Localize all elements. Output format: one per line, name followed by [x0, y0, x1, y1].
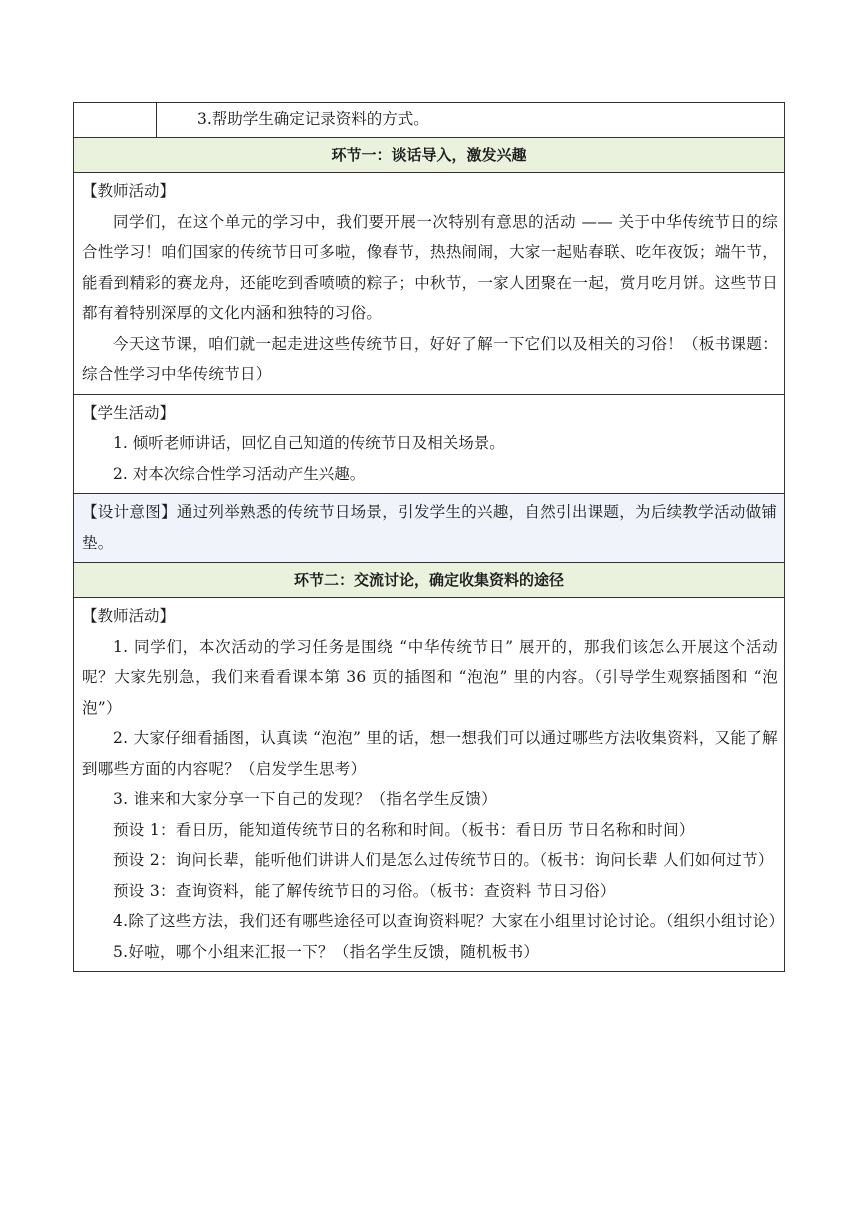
section2-teacher-paragraph: 3. 谁来和大家分享一下自己的发现？（指名学生反馈）	[113, 790, 498, 808]
intro-row	[74, 103, 785, 138]
section1-design-label: 【设计意图】	[82, 503, 177, 521]
section1-teacher-label: 【教师活动】	[82, 182, 176, 200]
intro-text: 3.帮助学生确定记录资料的方式。	[157, 103, 785, 138]
section2-preset: 预设 3：查询资料，能了解传统节日的习俗。（板书：查资料 节日习俗）	[113, 881, 616, 900]
section2-teacher-block	[74, 598, 784, 971]
section2-preset: 预设 2：询问长辈，能听他们讲讲人们是怎么过传统节日的。（板书：询问长辈 人们如何过节）	[113, 851, 774, 869]
section1-teacher-paragraph: 同学们，在这个单元的学习中，我们要开展一次特别有意思的活动 —— 关于中华传统节日的综合性学习！咱们国家的传统节日可多啦，像春节，热热闹闹，大家一起贴春联、吃年夜饭；端午节，能看到精彩的赛龙舟，还能吃到香喷喷的粽子；中秋节，一家人团聚在一起，赏月吃月饼。这些节日都有着特别深厚的文化内涵和独特的习俗。	[82, 212, 778, 322]
section1-student-block	[74, 395, 784, 494]
section1-teacher-row	[74, 173, 785, 395]
section1-header: 环节一：谈话导入，激发兴趣	[74, 138, 785, 173]
section2-header: 环节二：交流讨论，确定收集资料的途径	[74, 563, 785, 598]
section1-header-row	[74, 138, 785, 173]
intro-left-cell	[74, 103, 157, 138]
section1-teacher-block	[74, 173, 784, 394]
section2-teacher-paragraph: 1. 同学们，本次活动的学习任务是围绕 “中华传统节日” 展开的，那我们该怎么开展这个活动呢？大家先别急，我们来看看课本第 36 页的插图和 “泡泡” 里的内容。（引导学生观察插图和 “泡泡”）	[82, 637, 778, 717]
section2-teacher-paragraph: 5.好啦，哪个小组来汇报一下？（指名学生反馈，随机板书）	[113, 942, 540, 961]
section1-design-text: 通过列举熟悉的传统节日场景，引发学生的兴趣，自然引出课题，为后续教学活动做铺垫。	[82, 503, 778, 552]
section1-student-label: 【学生活动】	[82, 403, 176, 422]
lesson-plan-table	[73, 102, 785, 972]
section1-design-row	[74, 494, 785, 563]
section2-teacher-label: 【教师活动】	[82, 607, 176, 625]
section1-student-row	[74, 394, 785, 494]
section2-preset: 预设 1：看日历，能知道传统节日的名称和时间。（板书：看日历 节日名称和时间）	[113, 820, 695, 839]
section1-design-block	[74, 494, 784, 562]
section1-student-item: 1. 倾听老师讲话，回忆自己知道的传统节日及相关场景。	[113, 434, 505, 452]
section2-teacher-paragraph: 2. 大家仔细看插图，认真读 “泡泡” 里的话，想一想我们可以通过哪些方法收集资料，又能了解到哪些方面的内容呢？（启发学生思考）	[82, 729, 778, 778]
section2-header-row	[74, 563, 785, 598]
section2-teacher-row	[74, 598, 785, 972]
section1-teacher-paragraph: 今天这节课，咱们就一起走进这些传统节日，好好了解一下它们以及相关的习俗！（板书课题：综合性学习中华传统节日）	[82, 334, 778, 383]
section1-student-item: 2. 对本次综合性学习活动产生兴趣。	[113, 464, 366, 483]
section2-teacher-paragraph: 4.除了这些方法，我们还有哪些途径可以查询资料呢？大家在小组里讨论讨论。（组织小组讨论）	[113, 912, 785, 930]
